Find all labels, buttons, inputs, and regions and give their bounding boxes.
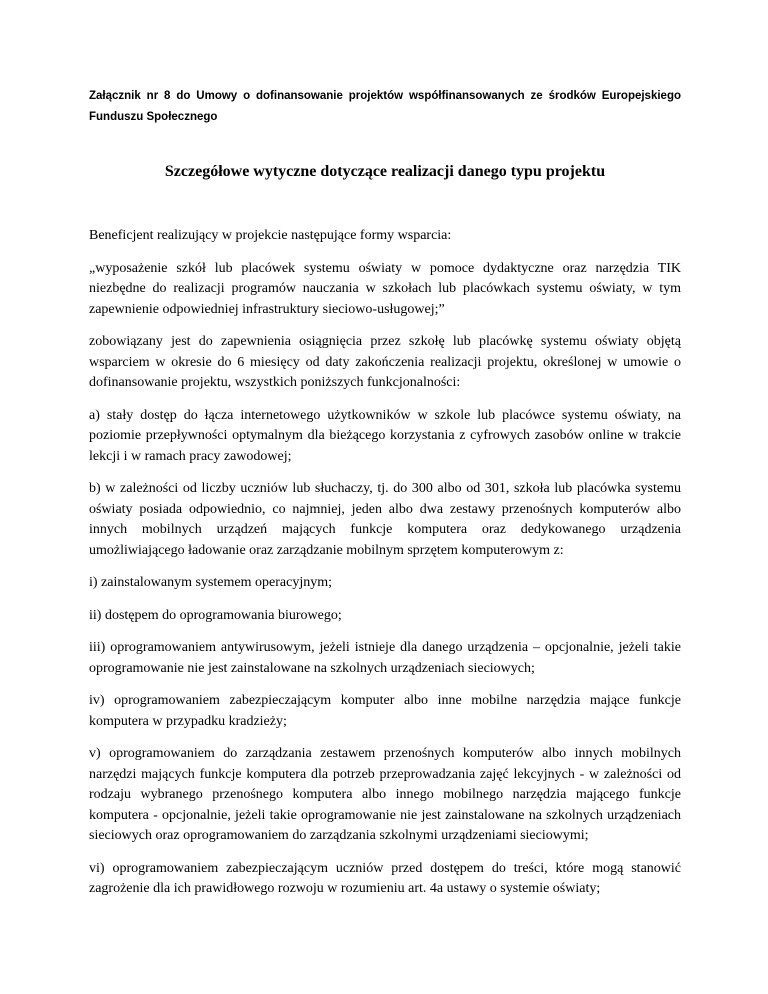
document-title: Szczegółowe wytyczne dotyczące realizacji danego typu projektu <box>164 163 606 180</box>
point-ii: ii) dostępem do oprogramowania biurowego; <box>89 607 342 623</box>
point-i: i) zainstalowanym systemem operacyjnym; <box>89 575 332 590</box>
obligation-paragraph: zobowiązany jest do zapewnienia osiągnięcia przez szkołę lub placówkę systemu oświaty objętą wsparciem w okresie do 6 miesięcy od daty zakończenia realizacji projektu, określonej w umowie o dofinansowanie projektu, wszystkich poniższych funkcjonalności: <box>89 334 681 390</box>
quoted-support-form: „wyposażenie szkół lub placówek systemu oświaty w pomoce dydaktyczne oraz narzędzia TIK niezbędne do realizacji programów nauczania w szkołach lub placówkach systemu oświaty, w tym zapewnienie odpowiedniej infrastruktury sieciowo-usługowej;” <box>89 260 681 317</box>
point-iv: iv) oprogramowaniem zabezpieczającym komputer albo inne mobilne narzędzia mające funkcje komputera w przypadku kradzieży; <box>89 693 681 729</box>
point-a: a) stały dostęp do łącza internetowego użytkowników w szkole lub placówce systemu oświaty, na poziomie przepływności optymalnym dla bieżącego korzystania z cyfrowych zasobów online w trakcie lekcji i w ramach pracy zawodowej; <box>89 407 681 464</box>
point-v: v) oprogramowaniem do zarządzania zestawem przenośnych komputerów albo innych mobilnych narzędzi mających funkcje komputera dla potrzeb przeprowadzania zajęć lekcyjnych - w zależności od rodzaju wybranego przenośnego komputera albo innego mobilnego narzędzia mającego funkcje komputera - opcjonalnie, jeżeli takie oprogramowanie nie jest zainstalowane na szkolnych urządzeniach sieciowych oraz oprogramowaniem do zarządzania szkolnymi urządzeniami sieciowymi; <box>89 746 681 843</box>
document-body <box>89 226 681 912</box>
intro-paragraph: Beneficjent realizujący w projekcie następujące formy wsparcia: <box>89 228 452 243</box>
attachment-note: Załącznik nr 8 do Umowy o dofinansowanie projektów współfinansowanych ze środków Europejskiego Funduszu Społecznego <box>89 90 681 123</box>
point-b: b) w zależności od liczby uczniów lub słuchaczy, tj. do 300 albo od 301, szkoła lub placówka systemu oświaty posiada odpowiednio, co najmniej, jeden albo dwa zestawy przenośnych komputerów albo innych mobilnych urządzeń mających funkcje komputera oraz dedykowanego urządzenia umożliwiającego ładowanie oraz zarządzanie mobilnym sprzętem komputerowym z: <box>89 481 681 558</box>
point-iii: iii) oprogramowaniem antywirusowym, jeżeli istnieje dla danego urządzenia – opcjonalnie, jeżeli takie oprogramowanie nie jest zainstalowane na szkolnych urządzeniach sieciowych; <box>89 640 681 676</box>
point-vi: vi) oprogramowaniem zabezpieczającym uczniów przed dostępem do treści, które mogą stanowić zagrożenie dla ich prawidłowego rozwoju w rozumieniu art. 4a ustawy o systemie oświaty; <box>89 860 681 896</box>
